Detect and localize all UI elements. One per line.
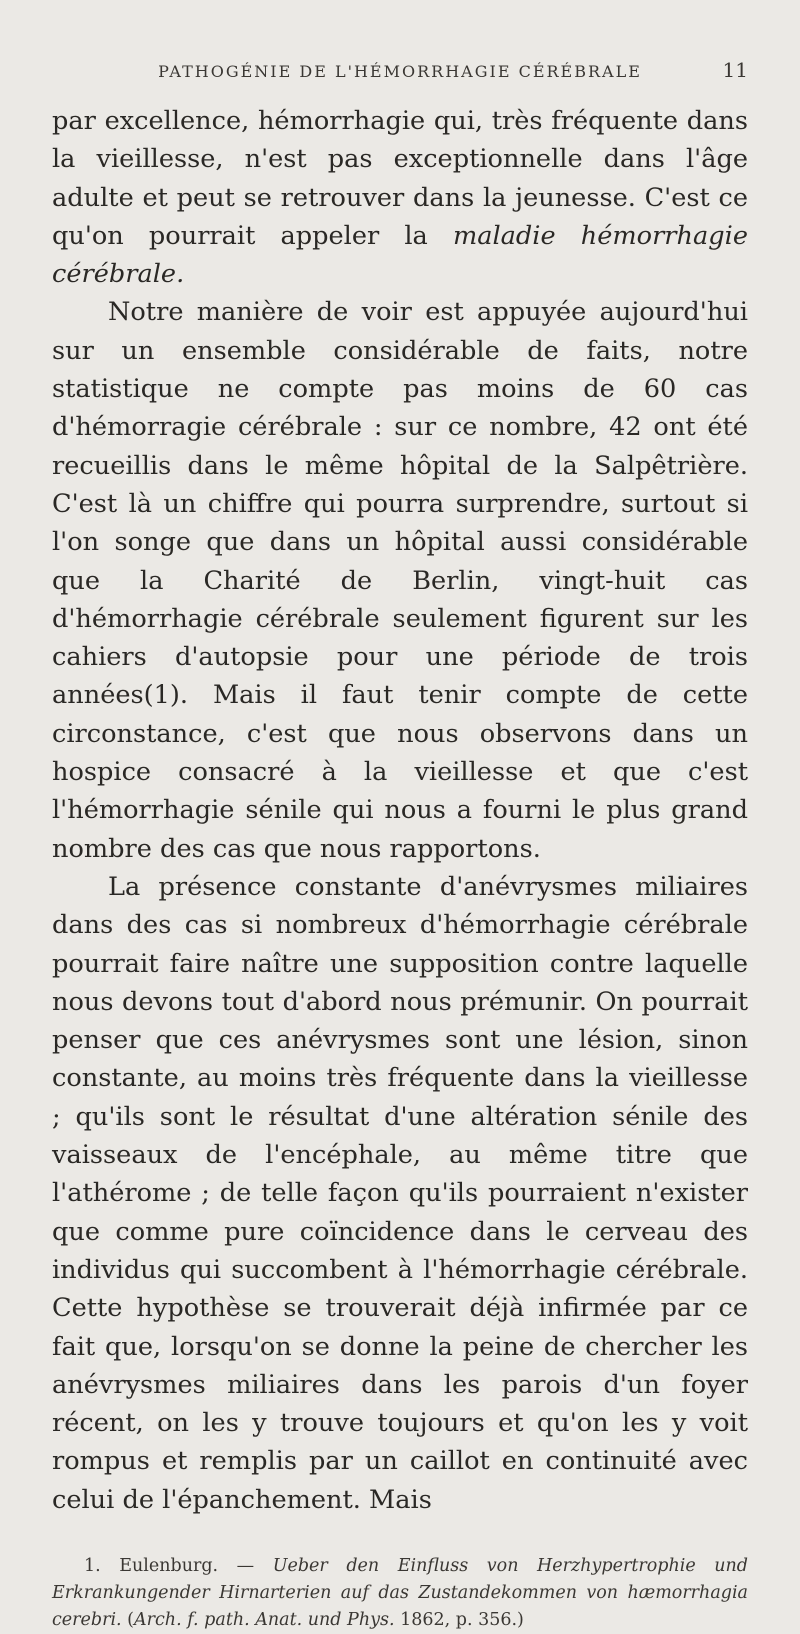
footnote-marker: 1. Eulenburg. —	[84, 1555, 273, 1576]
paragraph-3: La présence constante d'anévrysmes miliaires dans des cas si nombreux d'hémorrhagie cérébrale pourrait faire naître une supposition contre laquelle nous devons tout d'abord nous prémunir. On pourrait penser que ces anévrysmes sont une lésion, sinon constante, au moins très fréquente dans la vieillesse ; qu'ils sont le résultat d'une altération sénile des vaisseaux de l'encéphale, au même titre que l'athérome ; de telle façon qu'ils pourraient n'exister que comme pure coïncidence dans le cerveau des individus qui succombent à l'hémorrhagie cérébrale. Cette hypothèse se trouverait déjà infirmée par ce fait que, lorsqu'on se donne la peine de chercher les anévrysmes miliaires dans les parois d'un foyer récent, on les y trouve toujours et qu'on les y voit rompus et remplis par un caillot en continuité avec celui de l'épanchement. Mais	[52, 871, 748, 1515]
footnote-title: Ueber den Einfluss von Herzhypertrophie und Erkrankungender Hirnarterien auf das Zustandekommen von hæmorrhagia cerebri.	[52, 1555, 748, 1630]
footnote-source-rest: 1862, p. 356.)	[394, 1609, 524, 1630]
footnote	[52, 1553, 748, 1634]
footnote-source-open: (	[121, 1609, 134, 1630]
paragraph-1-italic: maladie hémorrhagie cérébrale.	[52, 220, 748, 290]
running-title: PATHOGÉNIE DE L'HÉMORRHAGIE CÉRÉBRALE	[158, 62, 642, 81]
body-text	[52, 102, 748, 1519]
page-number: 11	[722, 58, 748, 82]
paragraph-1-text: par excellence, hémorrhagie qui, très fréquente dans la vieillesse, n'est pas exceptionnelle dans l'âge adulte et peut se retrouver dans la jeunesse. C'est ce qu'on pourrait appeler la	[52, 106, 748, 251]
paragraph-2: Notre manière de voir est appuyée aujourd'hui sur un ensemble considérable de faits, notre statistique ne compte pas moins de 60 cas d'hémorragie cérébrale : sur ce nombre, 42 ont été recueillis dans le même hôpital de la Salpêtrière. C'est là un chiffre qui pourra surprendre, surtout si l'on songe que dans un hôpital aussi considérable que la Charité de Berlin, vingt-huit cas d'hémorrhagie cérébrale seulement figurent sur les cahiers d'autopsie pour une période de trois années(1). Mais il faut tenir compte de cette circonstance, c'est que nous observons dans un hospice consacré à la vieillesse et que c'est l'hémorrhagie sénile qui nous a fourni le plus grand nombre des cas que nous rapportons.	[52, 297, 748, 864]
running-head	[52, 58, 748, 102]
footnote-source: Arch. f. path. Anat. und Phys.	[134, 1609, 395, 1630]
footnote-1	[52, 1553, 748, 1634]
paragraph-1	[52, 102, 748, 293]
